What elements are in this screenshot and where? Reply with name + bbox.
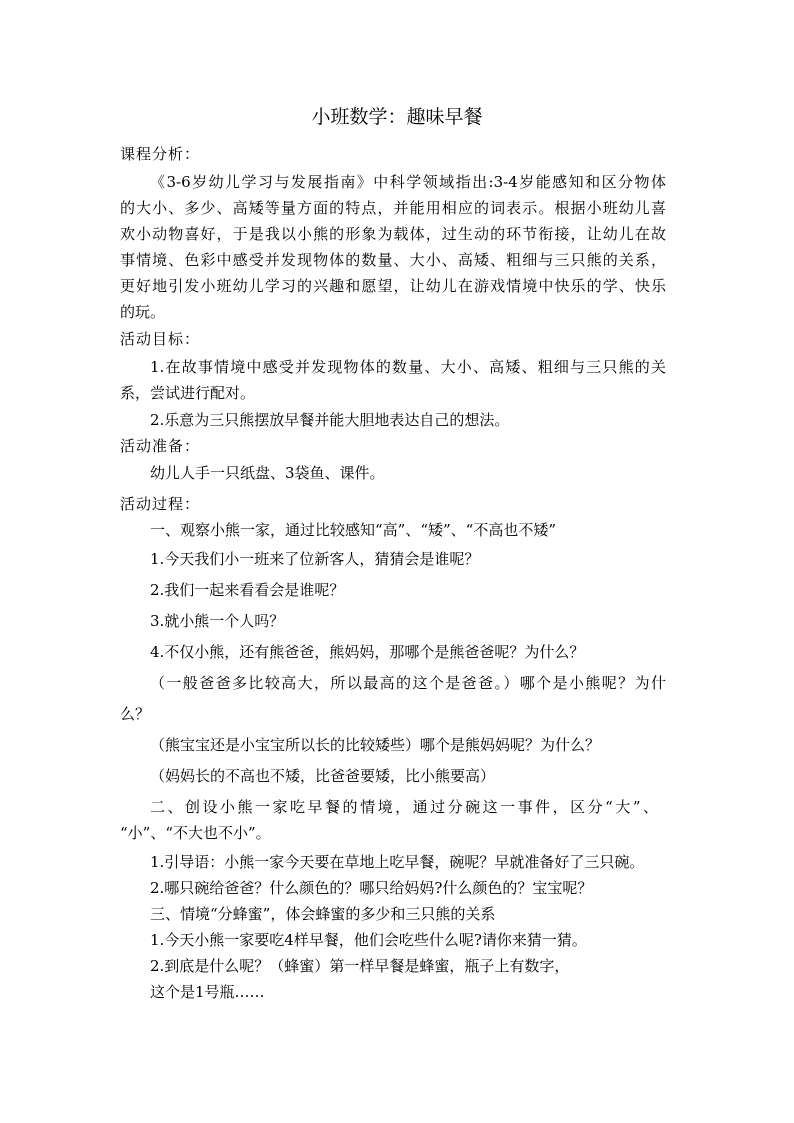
process-line: 2.哪只碗给爸爸？什么颜色的？哪只给妈妈?什么颜色的？宝宝呢？ bbox=[150, 879, 593, 897]
process-line: 2.到底是什么呢？（蜂蜜）第一样早餐是蜂蜜，瓶子上有数字， bbox=[150, 957, 570, 975]
paragraph-line: 《3-6岁幼儿学习与发展指南》中科学领域指出:3-4岁能感知和区分物体 bbox=[150, 173, 666, 191]
goal-item-continued: 系，尝试进行配对。 bbox=[120, 384, 256, 402]
process-step-heading: 三、情境“分蜂蜜”，体会蜂蜜的多少和三只熊的关系 bbox=[150, 905, 496, 923]
paragraph-line: 的大小、多少、高矮等量方面的特点，并能用相应的词表示。根据小班幼儿喜 bbox=[120, 199, 666, 217]
paragraph-line: 事情境、色彩中感受并发现物体的数量、大小、高矮、粗细与三只熊的关系， bbox=[120, 251, 666, 269]
process-step-heading: 二、创设小熊一家吃早餐的情境，通过分碗这一事件，区分“大”、 bbox=[150, 798, 658, 816]
section-heading-activity-goals: 活动目标： bbox=[120, 330, 201, 348]
process-line: 1.今天我们小一班来了位新客人，猜猜会是谁呢？ bbox=[150, 550, 480, 568]
goal-item: 2.乐意为三只熊摆放早餐并能大胆地表达自己的想法。 bbox=[150, 411, 510, 429]
document-title: 小班数学：趣味早餐 bbox=[311, 106, 483, 128]
process-line: 么？ bbox=[120, 705, 151, 723]
section-heading-activity-preparation: 活动准备： bbox=[120, 437, 201, 455]
paragraph-line: 更好地引发小班幼儿学习的兴趣和愿望，让幼儿在游戏情境中快乐的学、快乐 bbox=[120, 277, 666, 295]
goal-item: 1.在故事情境中感受并发现物体的数量、大小、高矮、粗细与三只熊的关 bbox=[150, 358, 666, 376]
process-line: 1.今天小熊一家要吃4样早餐，他们会吃些什么呢?请你来猜一猜。 bbox=[150, 931, 587, 949]
process-line: （熊宝宝还是小宝宝所以长的比较矮些）哪个是熊妈妈呢？为什么？ bbox=[150, 736, 601, 754]
process-line: 这个是1号瓶…… bbox=[150, 983, 265, 1001]
process-line: 3.就小熊一个人吗？ bbox=[150, 612, 285, 630]
process-line: （一般爸爸多比较高大，所以最高的这个是爸爸。）哪个是小熊呢？为什 bbox=[150, 674, 666, 692]
process-line: 2.我们一起来看看会是谁呢？ bbox=[150, 581, 345, 599]
paragraph-line: 的玩。 bbox=[120, 303, 166, 321]
section-heading-activity-process: 活动过程： bbox=[120, 495, 201, 513]
process-line: （妈妈长的不高也不矮，比爸爸要矮，比小熊要高） bbox=[150, 767, 496, 785]
process-line: 4.不仅小熊，还有熊爸爸，熊妈妈，那哪个是熊爸爸呢？为什么？ bbox=[150, 643, 585, 661]
paragraph-line: 欢小动物喜好，于是我以小熊的形象为载体，过生动的环节衔接，让幼儿在故 bbox=[120, 225, 666, 243]
preparation-text: 幼儿人手一只纸盘、3袋鱼、课件。 bbox=[150, 464, 385, 482]
process-line: 1.引导语：小熊一家今天要在草地上吃早餐，碗呢？早就准备好了三只碗。 bbox=[150, 853, 645, 871]
process-step-heading: 一、观察小熊一家，通过比较感知“高”、“矮”、“不高也不矮” bbox=[150, 521, 557, 539]
process-step-heading-continued: “小”、“不大也不小”。 bbox=[120, 824, 271, 842]
section-heading-course-analysis: 课程分析： bbox=[120, 145, 201, 163]
